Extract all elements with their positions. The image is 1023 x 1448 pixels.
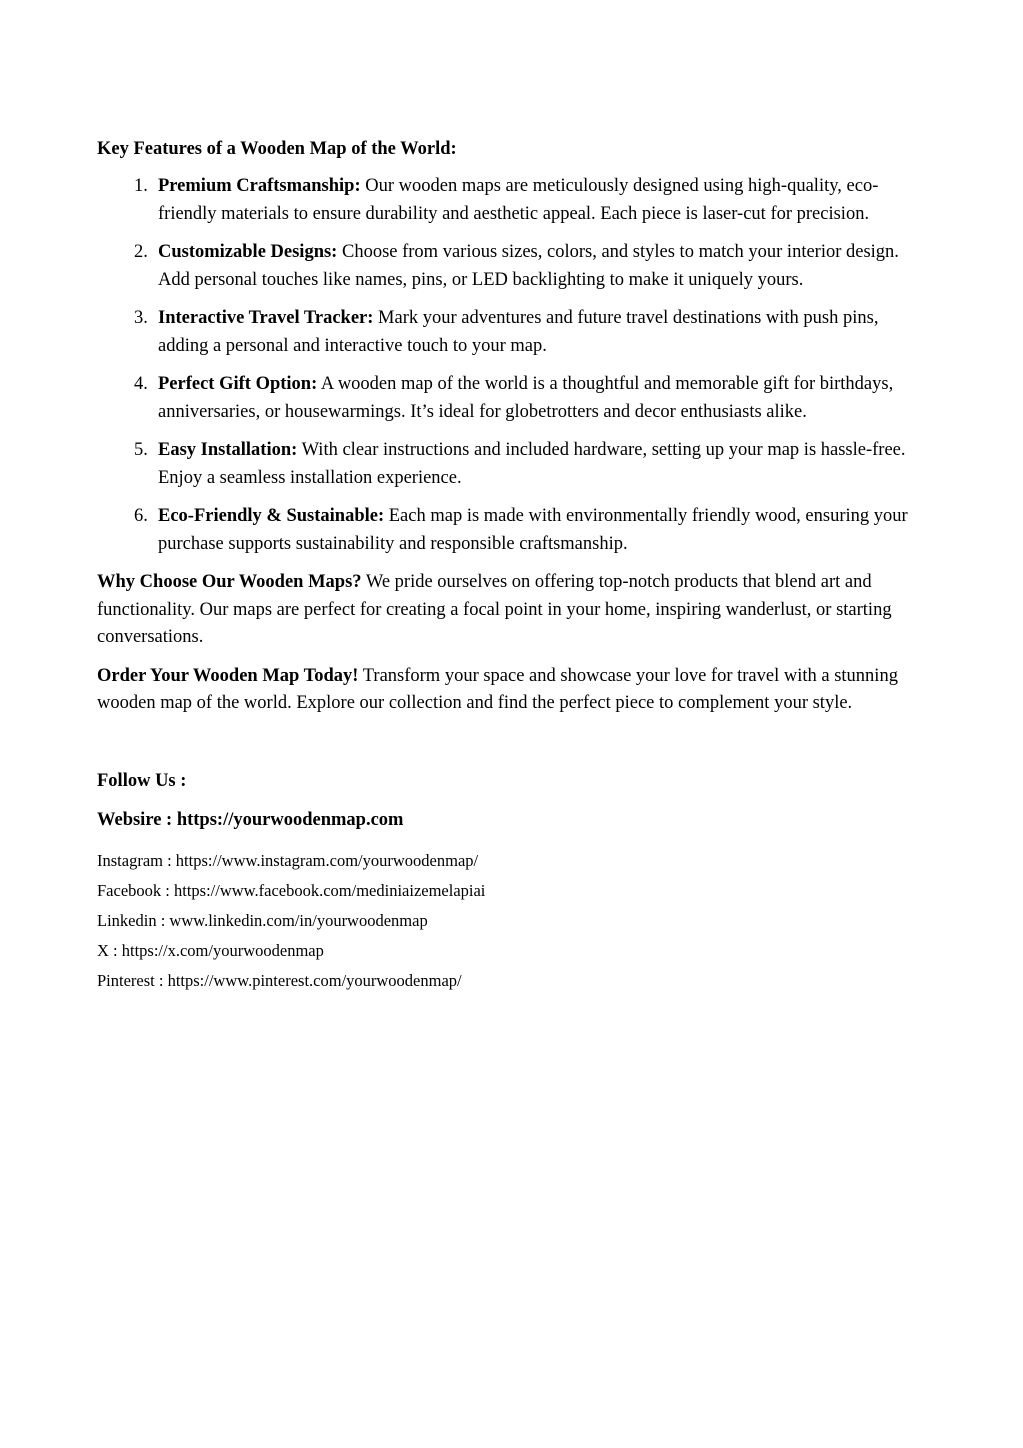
- feature-title: Premium Craftsmanship:: [158, 176, 361, 196]
- follow-us-heading: Follow Us :: [97, 770, 187, 791]
- feature-title: Easy Installation:: [158, 440, 298, 460]
- list-item: [97, 305, 927, 360]
- feature-title: Customizable Designs:: [158, 242, 338, 262]
- list-item: [97, 173, 927, 228]
- feature-text: Choose from various sizes, colors, and styles to match your interior design. Add personal touches like names, pins, or LED backlighting to make it uniquely yours.: [158, 242, 899, 290]
- list-number: 5.: [134, 440, 148, 460]
- social-link-facebook[interactable]: Facebook : https://www.facebook.com/mediniaizemelapiai: [97, 880, 486, 900]
- feature-text: Mark your adventures and future travel destinations with push pins, adding a personal and interactive touch to your map.: [158, 308, 879, 356]
- order-text: Transform your space and showcase your love for travel with a stunning wooden map of the world. Explore our collection and find the perfect piece to complement your style.: [97, 665, 898, 713]
- list-item: [97, 371, 927, 426]
- why-choose-paragraph: [97, 569, 927, 652]
- list-number: 1.: [134, 176, 148, 196]
- order-paragraph: [97, 663, 927, 718]
- feature-text: A wooden map of the world is a thoughtful and memorable gift for birthdays, anniversaries, or housewarmings. It’s ideal for globetrotters and decor enthusiasts alike.: [158, 374, 894, 422]
- feature-title: Perfect Gift Option:: [158, 374, 318, 394]
- list-number: 2.: [134, 242, 148, 262]
- feature-title: Interactive Travel Tracker:: [158, 308, 374, 328]
- social-link-linkedin[interactable]: Linkedin : www.linkedin.com/in/yourwoodenmap: [97, 910, 428, 930]
- document-page: [97, 136, 927, 996]
- list-item: [97, 437, 927, 492]
- list-number: 3.: [134, 308, 148, 328]
- why-choose-text: We pride ourselves on offering top-notch products that blend art and functionality. Our maps are perfect for creating a focal point in your home, inspiring wanderlust, or starting conversations.: [97, 572, 892, 647]
- feature-title: Eco-Friendly & Sustainable:: [158, 506, 385, 526]
- list-item: [97, 239, 927, 294]
- social-link-pinterest[interactable]: Pinterest : https://www.pinterest.com/yourwoodenmap/: [97, 970, 462, 990]
- list-number: 4.: [134, 374, 148, 394]
- feature-text: Our wooden maps are meticulously designed using high-quality, eco-friendly materials to ensure durability and aesthetic appeal. Each piece is laser-cut for precision.: [158, 176, 879, 224]
- list-number: 6.: [134, 506, 148, 526]
- feature-text: With clear instructions and included hardware, setting up your map is hassle-free. Enjoy a seamless installation experience.: [158, 440, 906, 488]
- features-list: [97, 173, 927, 558]
- key-features-heading: Key Features of a Wooden Map of the World:: [97, 139, 457, 159]
- feature-text: Each map is made with environmentally friendly wood, ensuring your purchase supports sustainability and responsible craftsmanship.: [158, 506, 908, 554]
- website-link[interactable]: Websire : https://yourwoodenmap.com: [97, 809, 404, 830]
- list-item: [97, 503, 927, 558]
- order-title: Order Your Wooden Map Today!: [97, 665, 359, 686]
- social-link-x[interactable]: X : https://x.com/yourwoodenmap: [97, 940, 324, 960]
- why-choose-title: Why Choose Our Wooden Maps?: [97, 572, 362, 592]
- social-link-instagram[interactable]: Instagram : https://www.instagram.com/yourwoodenmap/: [97, 850, 479, 870]
